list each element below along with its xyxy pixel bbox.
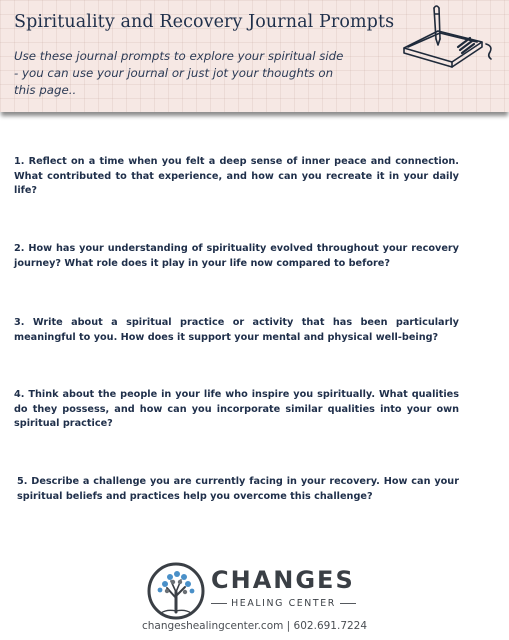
divider: [340, 603, 356, 604]
contact-info: changeshealingcenter.com | 602.691.7224: [141, 620, 368, 632]
prompt-item: 3. Write about a spiritual practice or activity that has been particularly meaningful to you. How does it support your mental and physical well-being?: [14, 317, 459, 343]
tree-logo-icon: [147, 562, 205, 620]
prompt-item: 2. How has your understanding of spirituality evolved throughout your recovery journey? What role does it play in your life now compared to before?: [14, 243, 459, 269]
prompt-item: 1. Reflect on a time when you felt a deep sense of inner peace and connection. What contributed to that experience, and how can you recreate it in your daily life?: [14, 156, 459, 197]
page-title: Spirituality and Recovery Journal Prompts: [14, 12, 395, 32]
prompt-item: 4. Think about the people in your life who inspire you spiritually. What qualities do they possess, and how can you incorporate similar qualities into your own spiritual practice?: [14, 389, 459, 430]
header-banner: [0, 0, 509, 112]
intro-text: Use these journal prompts to explore your spiritual side - you can use your journal or just jot your thoughts on this page..: [14, 49, 344, 97]
divider: [211, 603, 227, 604]
prompt-item: 5. Describe a challenge you are currently facing in your recovery. How can your spiritual beliefs and practices help you overcome this challenge?: [17, 476, 459, 502]
footer: [0, 558, 509, 640]
brand-name: CHANGES: [211, 566, 355, 594]
journal-pen-icon: [398, 4, 498, 84]
brand-subtitle-text: HEALING CENTER: [231, 598, 336, 609]
brand-subtitle: [211, 598, 356, 609]
